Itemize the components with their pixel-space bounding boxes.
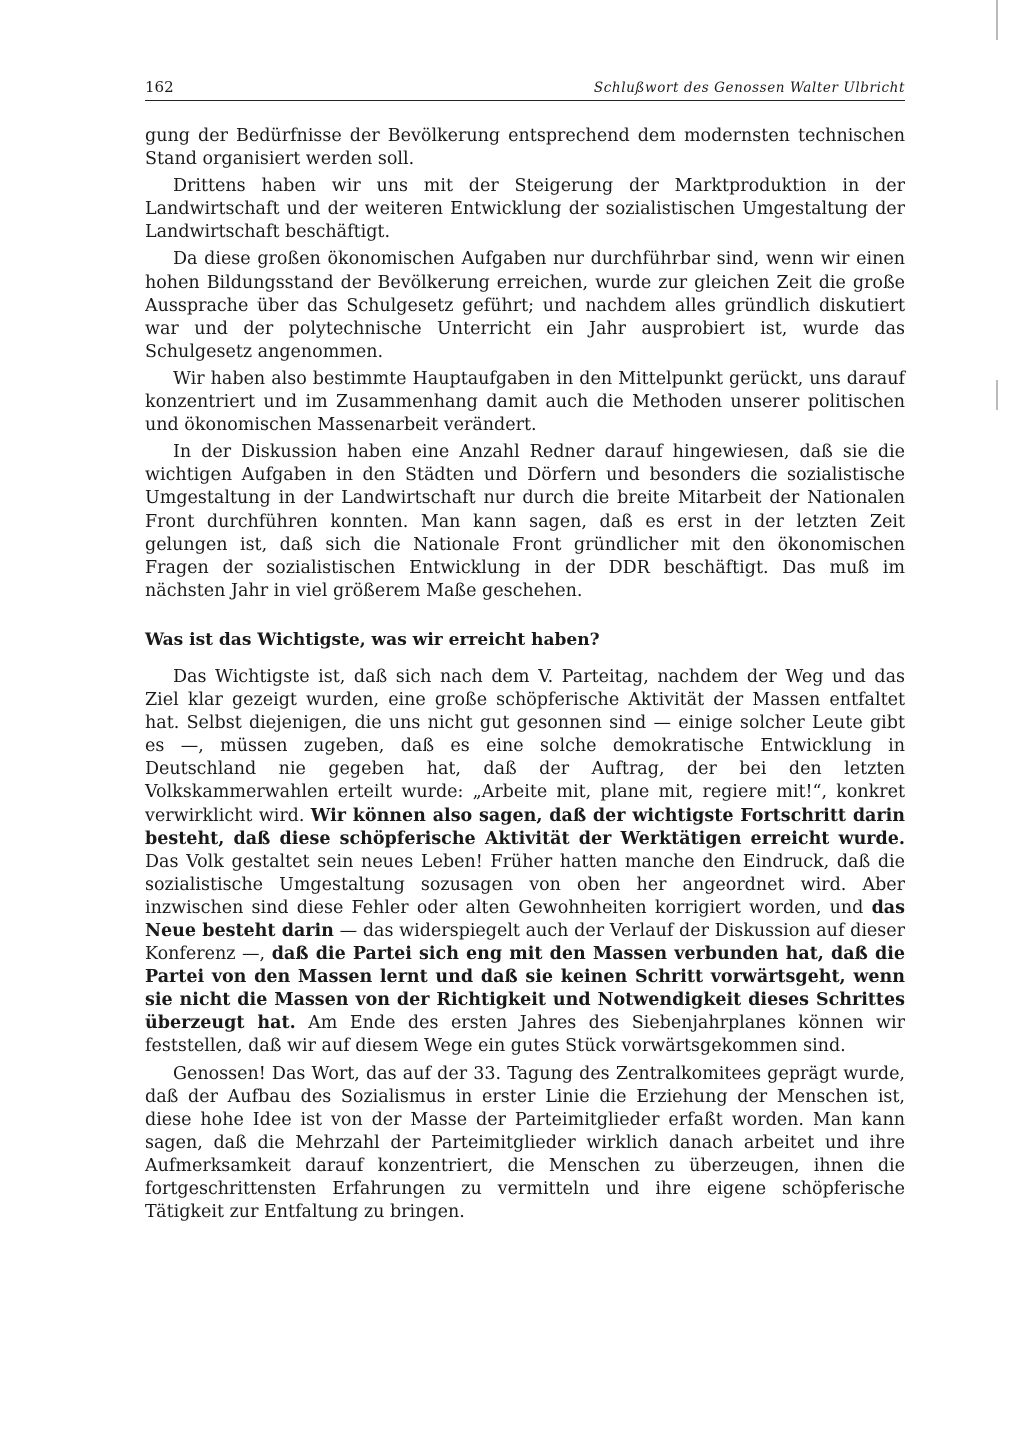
paragraph-mixed: [145, 666, 905, 1059]
text-run: — das widerspiegelt auch der Verlauf der Diskussion auf dieser Konferenz —,: [145, 921, 905, 965]
text-run: Das Wichtigste ist, daß sich nach dem V. Parteitag, nachdem der Weg und das Ziel klar gezeigt wurden, eine große schöpferische Aktivität der Massen entfaltet hat. Selbst diejenigen, die uns nicht gut gesonnen sind — einige solcher Leute gibt es —, müssen zugeben, daß es eine solche demokratische Entwicklung in Deutschland nie gegeben hat, daß der Auftrag, der bei den letzten Volkskammerwahlen erteilt wurde: „Arbeite mit, plane mit, regiere mit!“, konkret verwirklicht wird.: [145, 666, 905, 826]
paragraph: Drittens haben wir uns mit der Steigerung der Marktproduktion in der Landwirtschaft und der weiteren Entwicklung der sozialistischen Umgestaltung der Landwirtschaft beschäftigt.: [145, 176, 905, 243]
paragraph: In der Diskussion haben eine Anzahl Redner darauf hingewiesen, daß sie die wichtigen Aufgaben in den Städten und Dörfern und besonders die sozialistische Umgestaltung in der Landwirtschaft nur durch die breite Mitarbeit der Nationalen Front durchführen konnten. Man kann sagen, daß es erst in der letzten Zeit gelungen ist, daß sich die Nationale Front gründlicher mit den ökonomischen Fragen der sozialistischen Entwicklung in der DDR beschäftigt. Das muß im nächsten Jahr in viel größerem Maße geschehen.: [145, 442, 905, 601]
book-page: [145, 78, 905, 1228]
section-heading: Was ist das Wichtigste, was wir erreicht haben?: [145, 629, 600, 650]
bold-run: Wir können also sagen, daß der wichtigste Fortschritt darin besteht, daß diese schöpferische Aktivität der Werktätigen erreicht wurde.: [145, 805, 905, 849]
page-header: [145, 78, 905, 101]
scan-edge-mark: [996, 380, 998, 410]
running-title: Schlußwort des Genossen Walter Ulbricht: [593, 80, 905, 96]
page-body: [145, 125, 905, 1224]
bold-run: daß die Partei sich eng mit den Massen verbunden hat, daß die Partei von den Massen lernt und daß sie keinen Schritt vorwärtsgeht, wenn sie nicht die Massen von der Richtigkeit und Notwendigkeit dieses Schrittes überzeugt hat.: [145, 944, 905, 1034]
bold-run: das Neue besteht darin: [145, 897, 905, 941]
paragraph: Genossen! Das Wort, das auf der 33. Tagung des Zentralkomitees geprägt wurde, daß der Aufbau des Sozialismus in erster Linie die Erziehung der Menschen ist, diese hohe Idee ist von der Masse der Parteimitglieder erfaßt worden. Man kann sagen, daß die Mehrzahl der Parteimitglieder wirklich danach arbeitet und ihre Aufmerksamkeit darauf konzentriert, die Menschen zu überzeugen, ihnen die fortgeschrittensten Erfahrungen zu vermitteln und ihre eigene schöpferische Tätigkeit zur Entfaltung zu bringen.: [145, 1063, 905, 1223]
text-run: Am Ende des ersten Jahres des Siebenjahrplanes können wir feststellen, daß wir auf diesem Wege ein gutes Stück vorwärtsgekommen sind.: [145, 1013, 905, 1057]
paragraph: Wir haben also bestimmte Hauptaufgaben in den Mittelpunkt gerückt, uns darauf konzentriert und im Zusammenhang damit auch die Methoden unserer politischen und ökonomischen Massenarbeit verändert.: [145, 368, 905, 436]
paragraph: Da diese großen ökonomischen Aufgaben nur durchführbar sind, wenn wir einen hohen Bildungsstand der Bevölkerung erreichen, wurde zur gleichen Zeit die große Aussprache über das Schulgesetz geführt; und nachdem alles gründlich diskutiert war und der polytechnische Unterricht ein Jahr ausprobiert ist, wurde das Schulgesetz angenommen.: [145, 249, 905, 362]
page-number: 162: [145, 78, 174, 96]
scan-edge-mark: [996, 0, 998, 40]
paragraph: gung der Bedürfnisse der Bevölkerung entsprechend dem modernsten technischen Stand organisiert werden soll.: [145, 126, 905, 170]
text-run: Das Volk gestaltet sein neues Leben! Früher hatten manche den Eindruck, daß die sozialistische Umgestaltung sozusagen von oben her angeordnet wird. Aber inzwischen sind diese Fehler oder alten Gewohnheiten korrigiert worden, und: [145, 851, 905, 918]
